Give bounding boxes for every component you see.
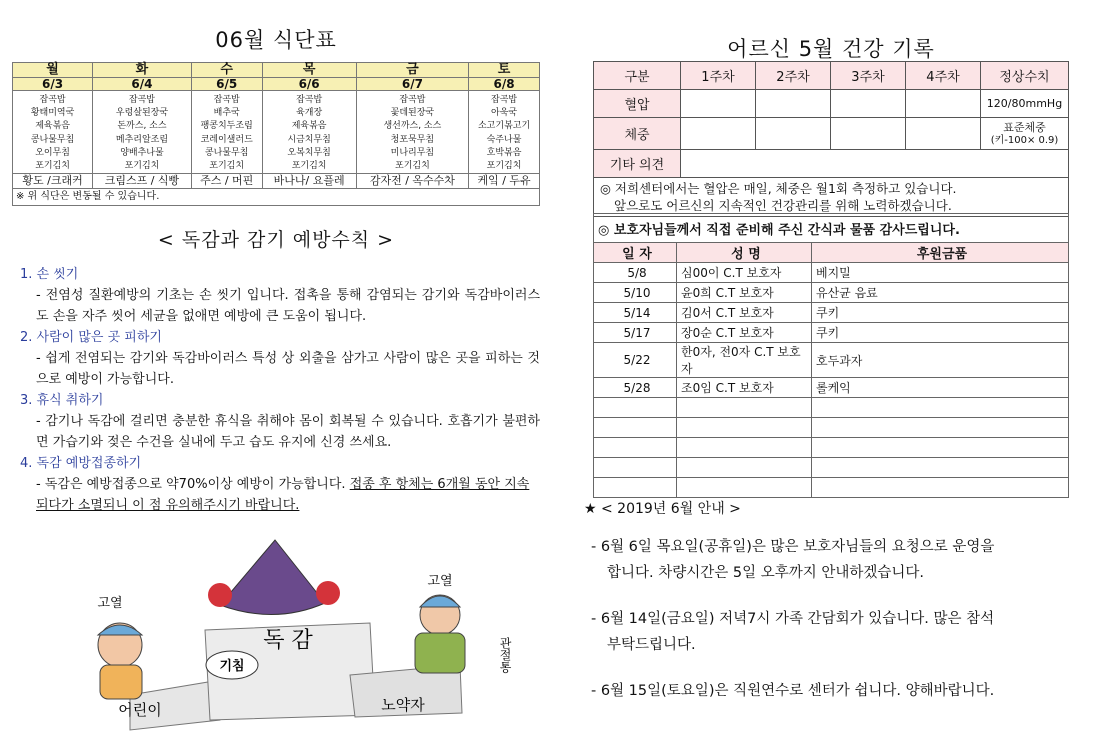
notice-title: ★ < 2019년 6월 안내 > — [584, 501, 741, 517]
menu-item: 소고기볶고기 — [477, 121, 531, 132]
menu-snack: 바나나/ 요플레 — [262, 174, 356, 189]
fever-label: 고열 — [427, 574, 453, 589]
elder-body — [415, 633, 465, 673]
rule-body-text: - 독감은 예방접종으로 약70%이상 예방이 가능합니다. — [36, 477, 346, 492]
thanks-table — [593, 213, 1069, 498]
health-opinion-cell — [681, 150, 1069, 178]
menu-snack: 황도 /크래커 — [13, 174, 93, 189]
menu-item: 콩나물무침 — [30, 134, 75, 145]
menu-date: 6/7 — [356, 78, 469, 91]
virus-label: 독 감 — [263, 628, 313, 653]
rule-body: - 감기나 독감에 걸리면 충분한 휴식을 취해야 몸이 회복될 수 있습니다. 호흡기가 불편하면 가습기와 젖은 수건을 실내에 두고 습도 유지에 신경 쓰세요. — [36, 414, 540, 450]
menu-item: 포기김치 — [209, 161, 245, 172]
ice-bag-icon — [98, 625, 142, 635]
menu-item: 육개장 — [296, 108, 323, 119]
menu-date: 6/5 — [191, 78, 262, 91]
health-note — [594, 178, 1069, 217]
menu-item: 제육볶음 — [291, 121, 327, 132]
virus-hand-icon — [208, 583, 232, 607]
menu-item: 잡곡밥 — [491, 95, 518, 105]
menu-item: 호박볶음 — [486, 147, 522, 158]
health-header: 4주차 — [906, 62, 981, 90]
menu-item: 콩나물무침 — [204, 147, 249, 158]
thanks-date: 5/28 — [594, 378, 677, 398]
table-row — [594, 378, 1069, 398]
menu-date: 6/8 — [469, 78, 540, 91]
menu-item: 양배추나물 — [120, 147, 164, 158]
menu-snack: 감자전 / 옥수수차 — [356, 174, 469, 189]
menu-day: 토 — [469, 63, 540, 78]
menu-item: 오이무침 — [35, 147, 70, 158]
menu-item: 꽃데된장국 — [390, 108, 435, 119]
notice-line: - 6월 14일(금요일) 저녁7시 가족 간담회가 있습니다. 많은 참석 — [591, 611, 995, 627]
rule-heading: 2. 사람이 많은 곳 피하기 — [20, 330, 162, 345]
health-header: 1주차 — [681, 62, 756, 90]
rule-body: - 쉽게 전염되는 감기와 독감바이러스 특성 상 외출을 삼가고 사람이 많은 곳을 피하는 것으로 예방이 가능합니다. — [36, 351, 540, 387]
thanks-item: 쿠키 — [812, 323, 1069, 343]
menu-snack: 케잌 / 두유 — [469, 174, 540, 189]
menu-date: 6/6 — [262, 78, 356, 91]
menu-item: 돈까스, 소스 — [117, 121, 167, 132]
menu-note: ※ 위 식단은 변동될 수 있습니다. — [13, 189, 540, 206]
health-table — [593, 61, 1069, 217]
thanks-item: 롤케익 — [812, 378, 1069, 398]
thanks-date: 5/8 — [594, 263, 677, 283]
notice-line: - 6월 15일(토요일)은 직원연수로 센터가 쉽니다. 양해바랍니다. — [591, 683, 995, 699]
table-row-empty — [594, 478, 1069, 498]
health-title: 어르신 5월 건강 기록 — [727, 37, 935, 61]
rule-heading: 3. 휴식 취하기 — [20, 393, 104, 408]
thanks-header: 성 명 — [677, 243, 812, 263]
menu-item: 포기김치 — [486, 161, 522, 172]
elder-label: 노약자 — [381, 696, 425, 714]
thanks-name: 한0자, 전0자 C.T 보호자 — [677, 343, 812, 378]
menu-items-cell — [191, 91, 262, 174]
health-cell — [831, 90, 906, 118]
thanks-name: 조0임 C.T 보호자 — [677, 378, 812, 398]
health-normal: 120/80mmHg — [981, 90, 1069, 118]
thanks-name: 윤0희 C.T 보호자 — [677, 283, 812, 303]
menu-item: 우렁살된장국 — [115, 108, 169, 119]
menu-item: 배추국 — [213, 108, 240, 119]
fever-label: 고열 — [97, 596, 123, 611]
table-row — [594, 263, 1069, 283]
menu-day: 수 — [191, 63, 262, 78]
menu-item: 제육볶음 — [35, 121, 70, 132]
menu-item: 포기김치 — [35, 161, 70, 172]
health-cell — [756, 90, 831, 118]
menu-item: 포기김치 — [124, 161, 160, 172]
health-header: 구분 — [594, 62, 681, 90]
menu-item: 오복치무침 — [287, 147, 331, 158]
joint-pain-label: 관절통 — [498, 637, 512, 673]
thanks-caption: ◎ 보호자님들께서 직접 준비해 주신 간식과 물품 감사드립니다. — [594, 214, 1069, 243]
menu-item: 포기김치 — [291, 161, 327, 172]
thanks-date: 5/17 — [594, 323, 677, 343]
table-row — [594, 283, 1069, 303]
table-row-empty — [594, 418, 1069, 438]
menu-item: 미나리무침 — [390, 147, 435, 158]
health-header: 정상수치 — [981, 62, 1069, 90]
menu-items-cell — [356, 91, 469, 174]
health-cell — [831, 118, 906, 150]
health-opinion-label: 기타 의견 — [594, 150, 681, 178]
table-row-empty — [594, 458, 1069, 478]
menu-day: 화 — [93, 63, 192, 78]
thanks-item: 베지밀 — [812, 263, 1069, 283]
virus-icon — [220, 540, 325, 615]
menu-day: 목 — [262, 63, 356, 78]
menu-item: 황태미역국 — [30, 108, 75, 119]
menu-day: 금 — [356, 63, 469, 78]
flu-title: < 독감과 감기 예방수칙 > — [157, 229, 395, 251]
thanks-header: 후원금품 — [812, 243, 1069, 263]
thanks-name: 심00이 C.T 보호자 — [677, 263, 812, 283]
thanks-date: 5/10 — [594, 283, 677, 303]
menu-item: 생선까스, 소스 — [383, 121, 442, 132]
table-row-empty — [594, 438, 1069, 458]
health-cell — [681, 90, 756, 118]
notice-line: 합니다. 차량시간은 5일 오후까지 안내하겠습니다. — [607, 565, 925, 581]
menu-item: 코레이샐러드 — [200, 134, 253, 145]
ice-bag-icon — [420, 596, 460, 607]
cough-label: 기침 — [219, 659, 245, 674]
health-header: 2주차 — [756, 62, 831, 90]
rule-body — [20, 474, 540, 516]
thanks-date: 5/22 — [594, 343, 677, 378]
health-note-line: 앞으로도 어르신의 지속적인 건강관리를 위해 노력하겠습니다. — [614, 198, 952, 213]
rule-body-underlined: 접종 후 항체는 6개월 동안 지속되다가 소멸되니 이 점 유의해주시기 바랍니다. — [36, 477, 530, 513]
virus-hand-icon — [316, 581, 340, 605]
health-cell — [906, 118, 981, 150]
child-body — [100, 665, 142, 699]
rule-body: - 전염성 질환예방의 기초는 손 씻기 입니다. 접촉을 통해 감염되는 감기와 독감바이러스도 손을 자주 씻어 세균을 없애면 예방에 큰 도움이 됩니다. — [36, 288, 540, 324]
menu-table — [12, 62, 540, 206]
rule-heading: 1. 손 씻기 — [20, 267, 79, 282]
menu-items-cell — [469, 91, 540, 174]
menu-item: 숙주나물 — [486, 134, 522, 145]
menu-item: 잡곡밥 — [399, 95, 426, 105]
notice-line: 부탁드립니다. — [607, 637, 696, 653]
menu-item: 포기김치 — [395, 161, 430, 172]
flu-rules — [20, 264, 540, 516]
menu-item: 잡곡밥 — [39, 95, 66, 105]
notice-list — [591, 534, 1071, 704]
menu-item: 시금치무침 — [287, 134, 331, 145]
menu-items-cell — [93, 91, 192, 174]
health-header: 3주차 — [831, 62, 906, 90]
menu-items-cell — [13, 91, 93, 174]
health-note-line: ◎ 저희센터에서는 혈압은 매일, 체중은 월1회 측정하고 있습니다. — [600, 181, 957, 196]
thanks-date: 5/14 — [594, 303, 677, 323]
thanks-item: 쿠키 — [812, 303, 1069, 323]
menu-item: 메추리알조림 — [115, 134, 169, 145]
menu-item: 잡곡밥 — [128, 95, 155, 105]
thanks-header: 일 자 — [594, 243, 677, 263]
health-cell — [756, 118, 831, 150]
table-row — [594, 303, 1069, 323]
menu-item: 잡곡밥 — [296, 95, 323, 105]
flu-illustration — [70, 525, 520, 735]
notice-line: - 6월 6일 목요일(공휴일)은 많은 보호자님들의 요청으로 운영을 — [591, 539, 995, 555]
health-normal-main: 표준체중 — [1003, 120, 1046, 134]
table-row-empty — [594, 398, 1069, 418]
menu-items-cell — [262, 91, 356, 174]
menu-item: 아욱국 — [491, 108, 518, 119]
menu-snack: 주스 / 머핀 — [191, 174, 262, 189]
menu-item: 잡곡밥 — [213, 95, 240, 105]
health-normal-sub: (키-100× 0.9) — [990, 134, 1059, 146]
menu-day: 월 — [13, 63, 93, 78]
table-row — [594, 323, 1069, 343]
health-cell — [906, 90, 981, 118]
health-cell — [681, 118, 756, 150]
menu-item: 팽콩치두조림 — [200, 121, 253, 132]
rule-heading: 4. 독감 예방접종하기 — [20, 456, 142, 471]
thanks-item: 호두과자 — [812, 343, 1069, 378]
menu-date: 6/4 — [93, 78, 192, 91]
menu-snack: 크림스프 / 식빵 — [93, 174, 192, 189]
health-row-label: 체중 — [594, 118, 681, 150]
menu-title: 06월 식단표 — [215, 28, 337, 52]
menu-date: 6/3 — [13, 78, 93, 91]
menu-item: 청포묵무침 — [390, 134, 435, 145]
table-row — [594, 343, 1069, 378]
child-label: 어린이 — [118, 701, 162, 719]
health-normal — [981, 118, 1069, 150]
thanks-name: 김0서 C.T 보호자 — [677, 303, 812, 323]
health-row-label: 혈압 — [594, 90, 681, 118]
thanks-item: 유산균 음료 — [812, 283, 1069, 303]
thanks-name: 장0순 C.T 보호자 — [677, 323, 812, 343]
